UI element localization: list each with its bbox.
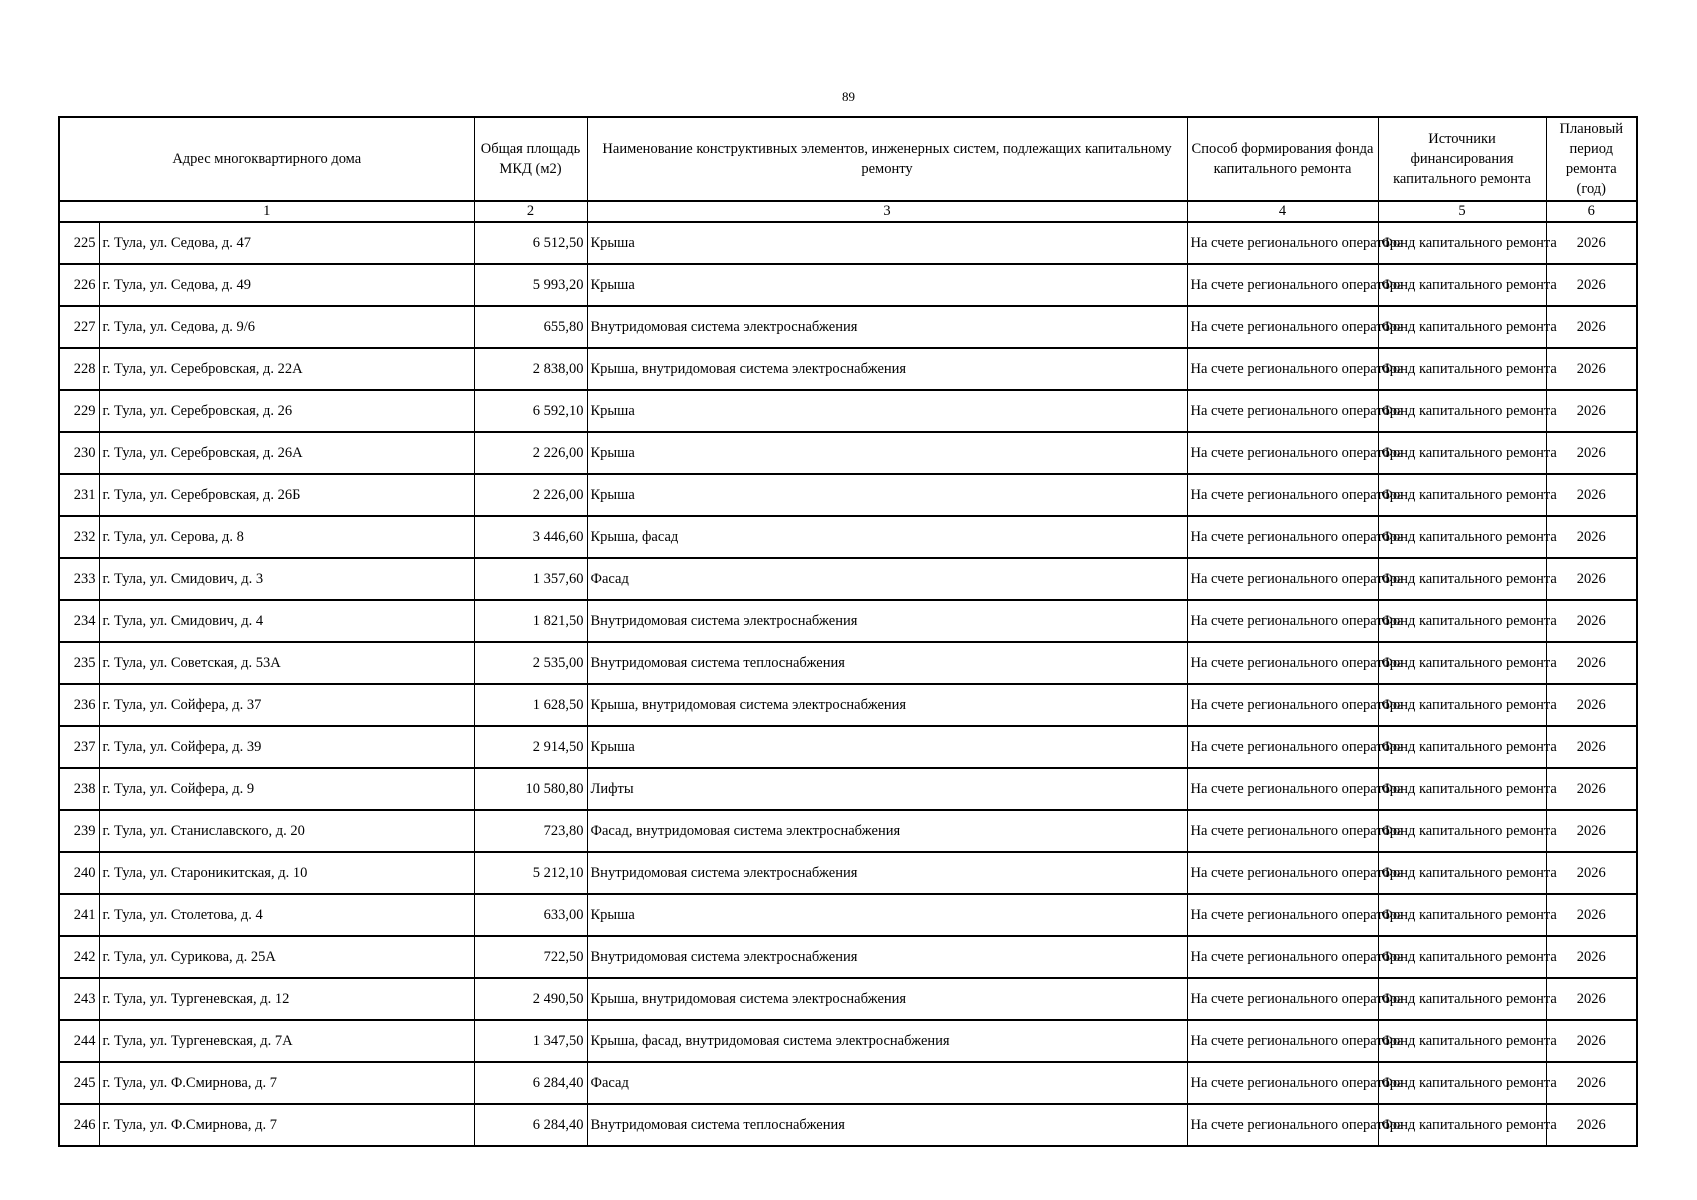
elements-cell: Внутридомовая система электроснабжения xyxy=(587,306,1187,348)
method-cell: На счете регионального оператора xyxy=(1187,474,1378,516)
year-cell: 2026 xyxy=(1546,516,1637,558)
row-number: 238 xyxy=(59,768,99,810)
method-cell: На счете регионального оператора xyxy=(1187,432,1378,474)
column-number: 3 xyxy=(587,201,1187,222)
table-row xyxy=(59,264,1637,306)
address-cell: г. Тула, ул. Серебровская, д. 26А xyxy=(99,432,474,474)
method-cell: На счете регионального оператора xyxy=(1187,1020,1378,1062)
row-number: 243 xyxy=(59,978,99,1020)
address-cell: г. Тула, ул. Тургеневская, д. 7А xyxy=(99,1020,474,1062)
address-cell: г. Тула, ул. Серебровская, д. 26Б xyxy=(99,474,474,516)
area-cell: 5 993,20 xyxy=(474,264,587,306)
year-cell: 2026 xyxy=(1546,1104,1637,1146)
table-row xyxy=(59,474,1637,516)
row-number: 236 xyxy=(59,684,99,726)
elements-cell: Крыша xyxy=(587,264,1187,306)
method-cell: На счете регионального оператора xyxy=(1187,726,1378,768)
address-cell: г. Тула, ул. Седова, д. 49 xyxy=(99,264,474,306)
address-cell: г. Тула, ул. Серебровская, д. 26 xyxy=(99,390,474,432)
row-number: 232 xyxy=(59,516,99,558)
area-cell: 2 226,00 xyxy=(474,474,587,516)
year-cell: 2026 xyxy=(1546,726,1637,768)
source-cell: Фонд капитального ремонта xyxy=(1378,936,1546,978)
source-cell: Фонд капитального ремонта xyxy=(1378,516,1546,558)
elements-cell: Внутридомовая система электроснабжения xyxy=(587,936,1187,978)
table-row xyxy=(59,516,1637,558)
table-row xyxy=(59,558,1637,600)
method-cell: На счете регионального оператора xyxy=(1187,768,1378,810)
area-cell: 2 490,50 xyxy=(474,978,587,1020)
elements-cell: Внутридомовая система электроснабжения xyxy=(587,600,1187,642)
column-number: 1 xyxy=(59,201,474,222)
source-cell: Фонд капитального ремонта xyxy=(1378,1020,1546,1062)
table-header xyxy=(59,117,1637,222)
address-cell: г. Тула, ул. Староникитская, д. 10 xyxy=(99,852,474,894)
row-number: 227 xyxy=(59,306,99,348)
table-row xyxy=(59,684,1637,726)
source-cell: Фонд капитального ремонта xyxy=(1378,978,1546,1020)
area-cell: 1 821,50 xyxy=(474,600,587,642)
year-cell: 2026 xyxy=(1546,642,1637,684)
source-cell: Фонд капитального ремонта xyxy=(1378,852,1546,894)
area-cell: 1 347,50 xyxy=(474,1020,587,1062)
year-cell: 2026 xyxy=(1546,222,1637,264)
elements-cell: Крыша xyxy=(587,726,1187,768)
area-cell: 5 212,10 xyxy=(474,852,587,894)
source-cell: Фонд капитального ремонта xyxy=(1378,432,1546,474)
header-elements: Наименование конструктивных элементов, инженерных систем, подлежащих капитальному ремонту xyxy=(587,117,1187,201)
source-cell: Фонд капитального ремонта xyxy=(1378,726,1546,768)
area-cell: 6 512,50 xyxy=(474,222,587,264)
capital-repair-table xyxy=(58,116,1638,1147)
year-cell: 2026 xyxy=(1546,894,1637,936)
method-cell: На счете регионального оператора xyxy=(1187,978,1378,1020)
year-cell: 2026 xyxy=(1546,432,1637,474)
method-cell: На счете регионального оператора xyxy=(1187,1062,1378,1104)
table-row xyxy=(59,768,1637,810)
method-cell: На счете регионального оператора xyxy=(1187,1104,1378,1146)
address-cell: г. Тула, ул. Серебровская, д. 22А xyxy=(99,348,474,390)
elements-cell: Крыша xyxy=(587,222,1187,264)
elements-cell: Крыша, внутридомовая система электроснабжения xyxy=(587,978,1187,1020)
source-cell: Фонд капитального ремонта xyxy=(1378,1104,1546,1146)
table-row xyxy=(59,1020,1637,1062)
address-cell: г. Тула, ул. Седова, д. 9/6 xyxy=(99,306,474,348)
row-number: 226 xyxy=(59,264,99,306)
area-cell: 633,00 xyxy=(474,894,587,936)
header-area: Общая площадь МКД (м2) xyxy=(474,117,587,201)
row-number: 235 xyxy=(59,642,99,684)
column-number-row xyxy=(59,201,1637,222)
table-body xyxy=(59,222,1637,1146)
source-cell: Фонд капитального ремонта xyxy=(1378,810,1546,852)
elements-cell: Крыша, фасад, внутридомовая система электроснабжения xyxy=(587,1020,1187,1062)
area-cell: 2 535,00 xyxy=(474,642,587,684)
row-number: 241 xyxy=(59,894,99,936)
area-cell: 10 580,80 xyxy=(474,768,587,810)
area-cell: 2 838,00 xyxy=(474,348,587,390)
method-cell: На счете регионального оператора xyxy=(1187,684,1378,726)
row-number: 245 xyxy=(59,1062,99,1104)
address-cell: г. Тула, ул. Сойфера, д. 9 xyxy=(99,768,474,810)
table-row xyxy=(59,306,1637,348)
area-cell: 723,80 xyxy=(474,810,587,852)
address-cell: г. Тула, ул. Серова, д. 8 xyxy=(99,516,474,558)
year-cell: 2026 xyxy=(1546,264,1637,306)
elements-cell: Крыша xyxy=(587,894,1187,936)
area-cell: 3 446,60 xyxy=(474,516,587,558)
source-cell: Фонд капитального ремонта xyxy=(1378,264,1546,306)
elements-cell: Фасад xyxy=(587,558,1187,600)
address-cell: г. Тула, ул. Столетова, д. 4 xyxy=(99,894,474,936)
source-cell: Фонд капитального ремонта xyxy=(1378,390,1546,432)
column-number: 2 xyxy=(474,201,587,222)
year-cell: 2026 xyxy=(1546,1020,1637,1062)
row-number: 239 xyxy=(59,810,99,852)
row-number: 240 xyxy=(59,852,99,894)
column-number: 4 xyxy=(1187,201,1378,222)
elements-cell: Крыша xyxy=(587,474,1187,516)
row-number: 244 xyxy=(59,1020,99,1062)
elements-cell: Крыша xyxy=(587,390,1187,432)
column-number: 5 xyxy=(1378,201,1546,222)
row-number: 229 xyxy=(59,390,99,432)
year-cell: 2026 xyxy=(1546,390,1637,432)
row-number: 234 xyxy=(59,600,99,642)
table-row xyxy=(59,894,1637,936)
row-number: 228 xyxy=(59,348,99,390)
source-cell: Фонд капитального ремонта xyxy=(1378,306,1546,348)
row-number: 231 xyxy=(59,474,99,516)
year-cell: 2026 xyxy=(1546,348,1637,390)
table-row xyxy=(59,348,1637,390)
address-cell: г. Тула, ул. Смидович, д. 4 xyxy=(99,600,474,642)
address-cell: г. Тула, ул. Смидович, д. 3 xyxy=(99,558,474,600)
method-cell: На счете регионального оператора xyxy=(1187,894,1378,936)
source-cell: Фонд капитального ремонта xyxy=(1378,558,1546,600)
address-cell: г. Тула, ул. Сойфера, д. 39 xyxy=(99,726,474,768)
address-cell: г. Тула, ул. Сурикова, д. 25А xyxy=(99,936,474,978)
address-cell: г. Тула, ул. Советская, д. 53А xyxy=(99,642,474,684)
source-cell: Фонд капитального ремонта xyxy=(1378,642,1546,684)
area-cell: 2 226,00 xyxy=(474,432,587,474)
area-cell: 2 914,50 xyxy=(474,726,587,768)
address-cell: г. Тула, ул. Седова, д. 47 xyxy=(99,222,474,264)
header-source: Источники финансирования капитального ремонта xyxy=(1378,117,1546,201)
source-cell: Фонд капитального ремонта xyxy=(1378,600,1546,642)
year-cell: 2026 xyxy=(1546,1062,1637,1104)
table-row xyxy=(59,978,1637,1020)
row-number: 225 xyxy=(59,222,99,264)
year-cell: 2026 xyxy=(1546,936,1637,978)
address-cell: г. Тула, ул. Ф.Смирнова, д. 7 xyxy=(99,1104,474,1146)
source-cell: Фонд капитального ремонта xyxy=(1378,1062,1546,1104)
area-cell: 6 284,40 xyxy=(474,1104,587,1146)
elements-cell: Внутридомовая система теплоснабжения xyxy=(587,642,1187,684)
area-cell: 1 628,50 xyxy=(474,684,587,726)
table-row xyxy=(59,432,1637,474)
table-row xyxy=(59,1104,1637,1146)
header-period: Плановый период ремонта (год) xyxy=(1546,117,1637,201)
elements-cell: Лифты xyxy=(587,768,1187,810)
table-row xyxy=(59,1062,1637,1104)
method-cell: На счете регионального оператора xyxy=(1187,936,1378,978)
table-row xyxy=(59,726,1637,768)
area-cell: 722,50 xyxy=(474,936,587,978)
source-cell: Фонд капитального ремонта xyxy=(1378,348,1546,390)
table-row xyxy=(59,390,1637,432)
area-cell: 6 592,10 xyxy=(474,390,587,432)
page-number: 89 xyxy=(842,89,855,104)
header-address: Адрес многоквартирного дома xyxy=(59,117,474,201)
year-cell: 2026 xyxy=(1546,978,1637,1020)
row-number: 237 xyxy=(59,726,99,768)
address-cell: г. Тула, ул. Ф.Смирнова, д. 7 xyxy=(99,1062,474,1104)
method-cell: На счете регионального оператора xyxy=(1187,810,1378,852)
method-cell: На счете регионального оператора xyxy=(1187,348,1378,390)
method-cell: На счете регионального оператора xyxy=(1187,264,1378,306)
year-cell: 2026 xyxy=(1546,306,1637,348)
source-cell: Фонд капитального ремонта xyxy=(1378,894,1546,936)
elements-cell: Внутридомовая система теплоснабжения xyxy=(587,1104,1187,1146)
area-cell: 6 284,40 xyxy=(474,1062,587,1104)
elements-cell: Крыша, фасад xyxy=(587,516,1187,558)
year-cell: 2026 xyxy=(1546,810,1637,852)
year-cell: 2026 xyxy=(1546,684,1637,726)
method-cell: На счете регионального оператора xyxy=(1187,516,1378,558)
table-row xyxy=(59,222,1637,264)
method-cell: На счете регионального оператора xyxy=(1187,600,1378,642)
table-row xyxy=(59,936,1637,978)
year-cell: 2026 xyxy=(1546,600,1637,642)
elements-cell: Крыша xyxy=(587,432,1187,474)
method-cell: На счете регионального оператора xyxy=(1187,642,1378,684)
header-method: Способ формирования фонда капитального ремонта xyxy=(1187,117,1378,201)
year-cell: 2026 xyxy=(1546,768,1637,810)
area-cell: 655,80 xyxy=(474,306,587,348)
area-cell: 1 357,60 xyxy=(474,558,587,600)
method-cell: На счете регионального оператора xyxy=(1187,306,1378,348)
row-number: 242 xyxy=(59,936,99,978)
table-row xyxy=(59,810,1637,852)
table-row xyxy=(59,852,1637,894)
year-cell: 2026 xyxy=(1546,558,1637,600)
elements-cell: Фасад, внутридомовая система электроснабжения xyxy=(587,810,1187,852)
table-row xyxy=(59,600,1637,642)
address-cell: г. Тула, ул. Тургеневская, д. 12 xyxy=(99,978,474,1020)
address-cell: г. Тула, ул. Станиславского, д. 20 xyxy=(99,810,474,852)
column-number: 6 xyxy=(1546,201,1637,222)
table-row xyxy=(59,642,1637,684)
elements-cell: Крыша, внутридомовая система электроснабжения xyxy=(587,348,1187,390)
row-number: 233 xyxy=(59,558,99,600)
source-cell: Фонд капитального ремонта xyxy=(1378,222,1546,264)
elements-cell: Внутридомовая система электроснабжения xyxy=(587,852,1187,894)
method-cell: На счете регионального оператора xyxy=(1187,222,1378,264)
method-cell: На счете регионального оператора xyxy=(1187,558,1378,600)
method-cell: На счете регионального оператора xyxy=(1187,390,1378,432)
elements-cell: Крыша, внутридомовая система электроснабжения xyxy=(587,684,1187,726)
year-cell: 2026 xyxy=(1546,852,1637,894)
row-number: 230 xyxy=(59,432,99,474)
address-cell: г. Тула, ул. Сойфера, д. 37 xyxy=(99,684,474,726)
row-number: 246 xyxy=(59,1104,99,1146)
header-row xyxy=(59,117,1637,201)
year-cell: 2026 xyxy=(1546,474,1637,516)
elements-cell: Фасад xyxy=(587,1062,1187,1104)
method-cell: На счете регионального оператора xyxy=(1187,852,1378,894)
source-cell: Фонд капитального ремонта xyxy=(1378,684,1546,726)
source-cell: Фонд капитального ремонта xyxy=(1378,768,1546,810)
source-cell: Фонд капитального ремонта xyxy=(1378,474,1546,516)
